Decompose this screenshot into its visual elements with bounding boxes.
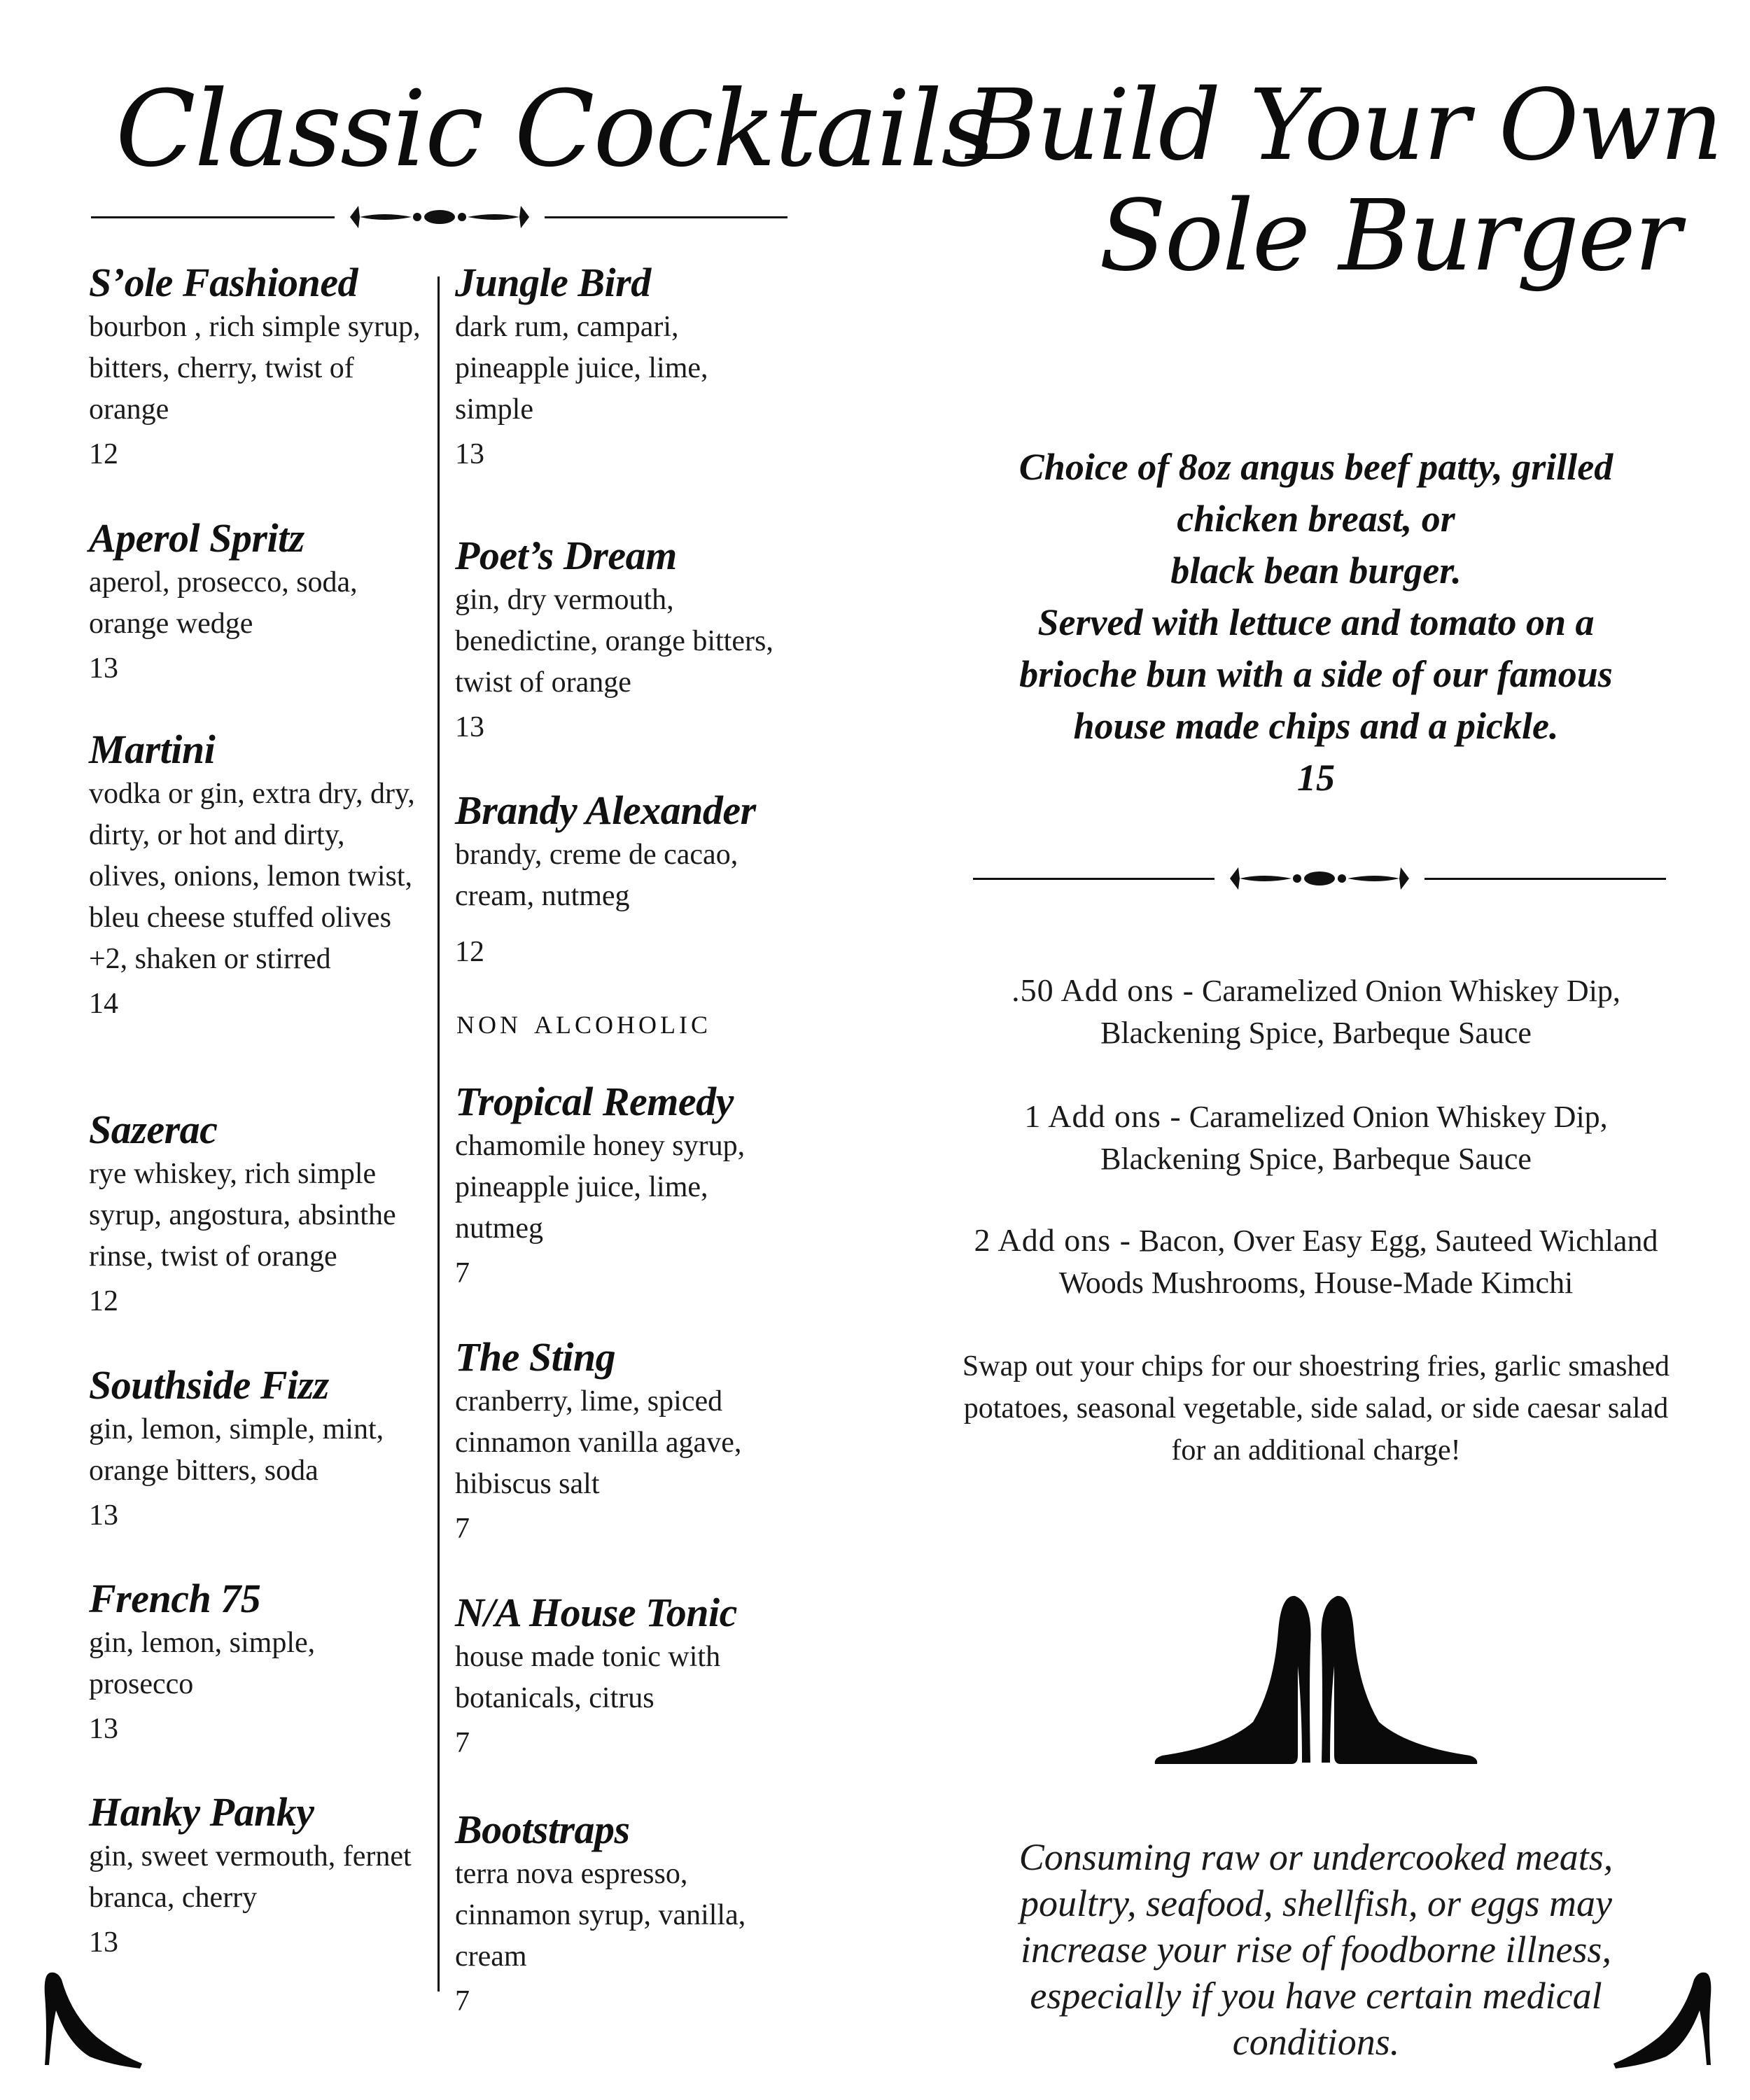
item-price: 13 [89, 1499, 118, 1532]
item-desc: cranberry, lime, spiced cinnamon vanilla agave, hibiscus salt [455, 1385, 742, 1500]
addon-tier-label: 2 Add ons - [974, 1222, 1131, 1258]
burger-desc-line: black bean burger. [1170, 550, 1462, 592]
burger-price: 15 [1297, 757, 1335, 799]
addon-items: Caramelized Onion Whiskey Dip, Blackening Spice, Barbeque Sauce [1100, 1100, 1608, 1176]
item-name: Sazerac [89, 1107, 218, 1152]
list-item [455, 1589, 791, 1764]
list-item [89, 1362, 425, 1536]
item-name: The Sting [455, 1334, 616, 1380]
addon-tier [959, 969, 1673, 1054]
stiletto-icon [1610, 1967, 1715, 2072]
addon-items: Caramelized Onion Whiskey Dip, Blackening Spice, Barbeque Sauce [1100, 974, 1620, 1050]
item-desc: gin, dry vermouth, benedictine, orange bitters, twist of orange [455, 584, 774, 699]
cocktails-divider [91, 196, 788, 238]
list-item [455, 1078, 791, 1294]
list-item [455, 532, 791, 748]
addon-items: Bacon, Over Easy Egg, Sauteed Wichland Woods Mushrooms, House-Made Kimchi [1058, 1224, 1658, 1300]
burger-desc-line: Choice of 8oz angus beef patty, grilled [1018, 446, 1614, 488]
non-alcoholic-heading: non alcoholic [456, 1002, 711, 1042]
item-price: 13 [89, 1926, 118, 1959]
cocktails-title: Classic Cocktails [115, 69, 994, 190]
stiletto-icon [41, 1967, 146, 2072]
addon-tier-label: .50 Add ons - [1011, 972, 1194, 1008]
item-price: 13 [89, 652, 118, 685]
list-item [89, 1575, 425, 1750]
item-desc: gin, lemon, simple, mint, orange bitters, soda [89, 1413, 384, 1487]
burger-title-line2: Sole Burger [1099, 179, 1680, 293]
item-desc: terra nova espresso, cinnamon syrup, vanilla, cream [455, 1858, 746, 1973]
high-heels-icon [1148, 1589, 1484, 1771]
item-price: 13 [89, 1713, 118, 1745]
item-name: French 75 [89, 1576, 261, 1621]
item-desc: house made tonic with botanicals, citrus [455, 1641, 721, 1714]
addon-tier [959, 1219, 1673, 1304]
list-item [89, 1106, 425, 1322]
item-price: 7 [455, 1985, 470, 2017]
item-desc: dark rum, campari, pineapple juice, lime, simple [455, 311, 708, 426]
item-price: 7 [455, 1257, 470, 1289]
item-name: Brandy Alexander [455, 788, 756, 833]
item-price: 13 [455, 438, 484, 470]
column-divider [438, 276, 440, 1991]
item-desc: gin, sweet vermouth, fernet branca, cherry [89, 1840, 412, 1914]
item-desc: bourbon , rich simple syrup, bitters, cherry, twist of orange [89, 311, 421, 426]
item-desc: rye whiskey, rich simple syrup, angostura, absinthe rinse, twist of orange [89, 1158, 396, 1273]
list-item [455, 787, 791, 973]
item-price: 12 [455, 936, 484, 968]
burger-desc-line: house made chips and a pickle. [1073, 705, 1559, 747]
item-desc: aperol, prosecco, soda, orange wedge [89, 566, 358, 640]
burger-desc-line: chicken breast, or [1177, 498, 1455, 540]
item-desc: chamomile honey syrup, pineapple juice, lime, nutmeg [455, 1130, 746, 1245]
burger-desc-line: Served with lettuce and tomato on a [1037, 601, 1595, 643]
item-name: Jungle Bird [455, 260, 651, 305]
item-price: 12 [89, 1285, 118, 1317]
flourish-divider-icon [1214, 858, 1424, 899]
item-name: Poet’s Dream [455, 533, 677, 578]
list-item [455, 259, 791, 475]
addon-tier-label: 1 Add ons - [1024, 1098, 1182, 1134]
item-name: Aperol Spritz [89, 515, 304, 561]
list-item [89, 726, 425, 1025]
item-desc: gin, lemon, simple, prosecco [89, 1627, 316, 1700]
item-price: 14 [89, 988, 118, 1020]
list-item [89, 259, 425, 475]
burger-desc-line: brioche bun with a side of our famous [1019, 653, 1613, 695]
item-price: 13 [455, 711, 484, 743]
burger-description [959, 441, 1673, 804]
item-price: 12 [89, 438, 118, 470]
item-name: Southside Fizz [89, 1362, 329, 1408]
list-item [455, 1806, 791, 2022]
burger-divider [973, 858, 1666, 899]
list-item [455, 1334, 791, 1550]
item-name: Bootstraps [455, 1807, 630, 1852]
item-name: Hanky Panky [89, 1789, 314, 1835]
item-name: S’ole Fashioned [89, 260, 358, 305]
list-item [89, 1788, 425, 1963]
swap-note: Swap out your chips for our shoestring fries, garlic smashed potatoes, seasonal vegetable, side salad, or side caesar salad for an additional charge! [962, 1350, 1670, 1466]
burger-title-line1: Build Your Own [966, 69, 1722, 183]
addon-tier [959, 1096, 1673, 1180]
flourish-divider-icon [335, 196, 545, 238]
list-item [89, 514, 425, 690]
item-price: 7 [455, 1513, 470, 1545]
item-name: Tropical Remedy [455, 1079, 734, 1124]
item-price: 7 [455, 1727, 470, 1759]
item-name: N/A House Tonic [455, 1590, 737, 1635]
item-desc: brandy, creme de cacao, cream, nutmeg [455, 839, 738, 912]
food-safety-disclaimer: Consuming raw or undercooked meats, poultry, seafood, shellfish, or eggs may increase your rise of foodborne illness, especially if you have certain medical conditions. [1018, 1836, 1614, 2063]
item-desc: vodka or gin, extra dry, dry, dirty, or hot and dirty, olives, onions, lemon twist, bleu cheese stuffed olives +2, shaken or stirred [89, 778, 415, 975]
item-name: Martini [89, 727, 216, 772]
